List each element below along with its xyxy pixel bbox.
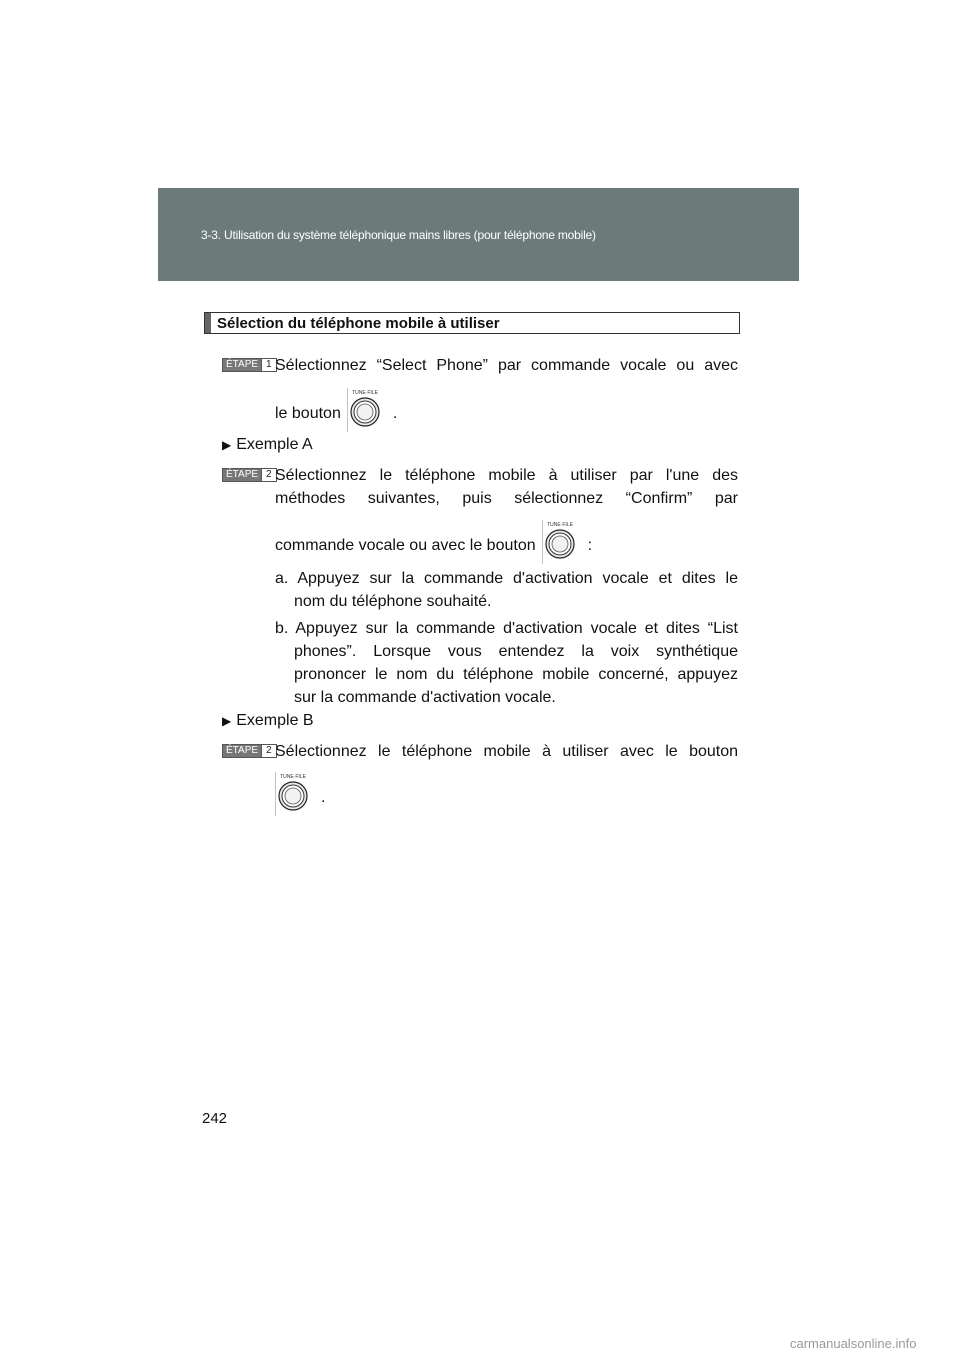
step1-line2: [275, 388, 738, 439]
step1-line1: Sélectionnez “Select Phone” par commande vocale ou avec: [275, 357, 738, 374]
step-label: ÉTAPE: [223, 359, 261, 371]
step2a-line2: méthodes suivantes, puis sélectionnez “Confirm” par: [275, 490, 738, 507]
step-label: ÉTAPE: [223, 745, 261, 757]
step2b-line1: Sélectionnez le téléphone mobile à utiliser avec le bouton: [275, 743, 738, 760]
step-number: 1: [261, 359, 276, 371]
step2b-end: .: [321, 789, 326, 806]
step-number: 2: [261, 469, 276, 481]
list-b-line4: sur la commande d'activation vocale.: [294, 689, 556, 706]
step-number: 2: [261, 745, 276, 757]
svg-text:TUNE·FILE: TUNE·FILE: [280, 774, 306, 780]
chapter-header: [158, 188, 799, 281]
step1-end: .: [392, 405, 398, 422]
tune-file-knob-icon: [542, 520, 578, 571]
step-badge-2a: [222, 468, 277, 482]
tune-file-knob-icon: [347, 388, 383, 439]
triangle-bullet-icon: ▶: [222, 438, 232, 452]
step2a-line3: [275, 520, 738, 571]
example-a: [222, 436, 313, 454]
list-a-line1: a. Appuyez sur la commande d'activation vocale et dites le: [275, 570, 738, 587]
triangle-bullet-icon: ▶: [222, 714, 232, 728]
example-b: [222, 712, 314, 730]
step-badge-1: [222, 358, 277, 372]
chapter-title: 3-3. Utilisation du système téléphonique mains libres (pour téléphone mobile): [201, 228, 596, 242]
step2a-line1: Sélectionnez le téléphone mobile à utiliser par l'une des: [275, 467, 738, 484]
example-b-label: Exemple B: [236, 712, 314, 729]
page-number: 242: [202, 1110, 228, 1127]
list-b-line2: phones”. Lorsque vous entendez la voix synthétique: [294, 643, 738, 660]
svg-text:TUNE·FILE: TUNE·FILE: [546, 522, 573, 528]
step2a-text: commande vocale ou avec le bouton: [275, 537, 536, 554]
list-a-line2: nom du téléphone souhaité.: [294, 593, 492, 610]
list-b-line1: b. Appuyez sur la commande d'activation vocale et dites “List: [275, 620, 738, 637]
step2a-end: :: [587, 537, 593, 554]
watermark: carmanualsonline.info: [790, 1336, 917, 1351]
step-badge-2b: [222, 744, 277, 758]
step1-text: le bouton: [275, 405, 341, 422]
section-title-bar: [205, 313, 211, 333]
section-title: Sélection du téléphone mobile à utiliser: [217, 314, 500, 332]
example-a-label: Exemple A: [236, 436, 313, 453]
tune-file-knob-icon: [275, 772, 311, 823]
svg-text:TUNE·FILE: TUNE·FILE: [351, 390, 378, 396]
step2b-line2: [275, 772, 738, 823]
step-label: ÉTAPE: [223, 469, 261, 481]
section-title-box: [204, 312, 740, 334]
list-b-line3: prononcer le nom du téléphone mobile concerné, appuyez: [294, 666, 738, 683]
